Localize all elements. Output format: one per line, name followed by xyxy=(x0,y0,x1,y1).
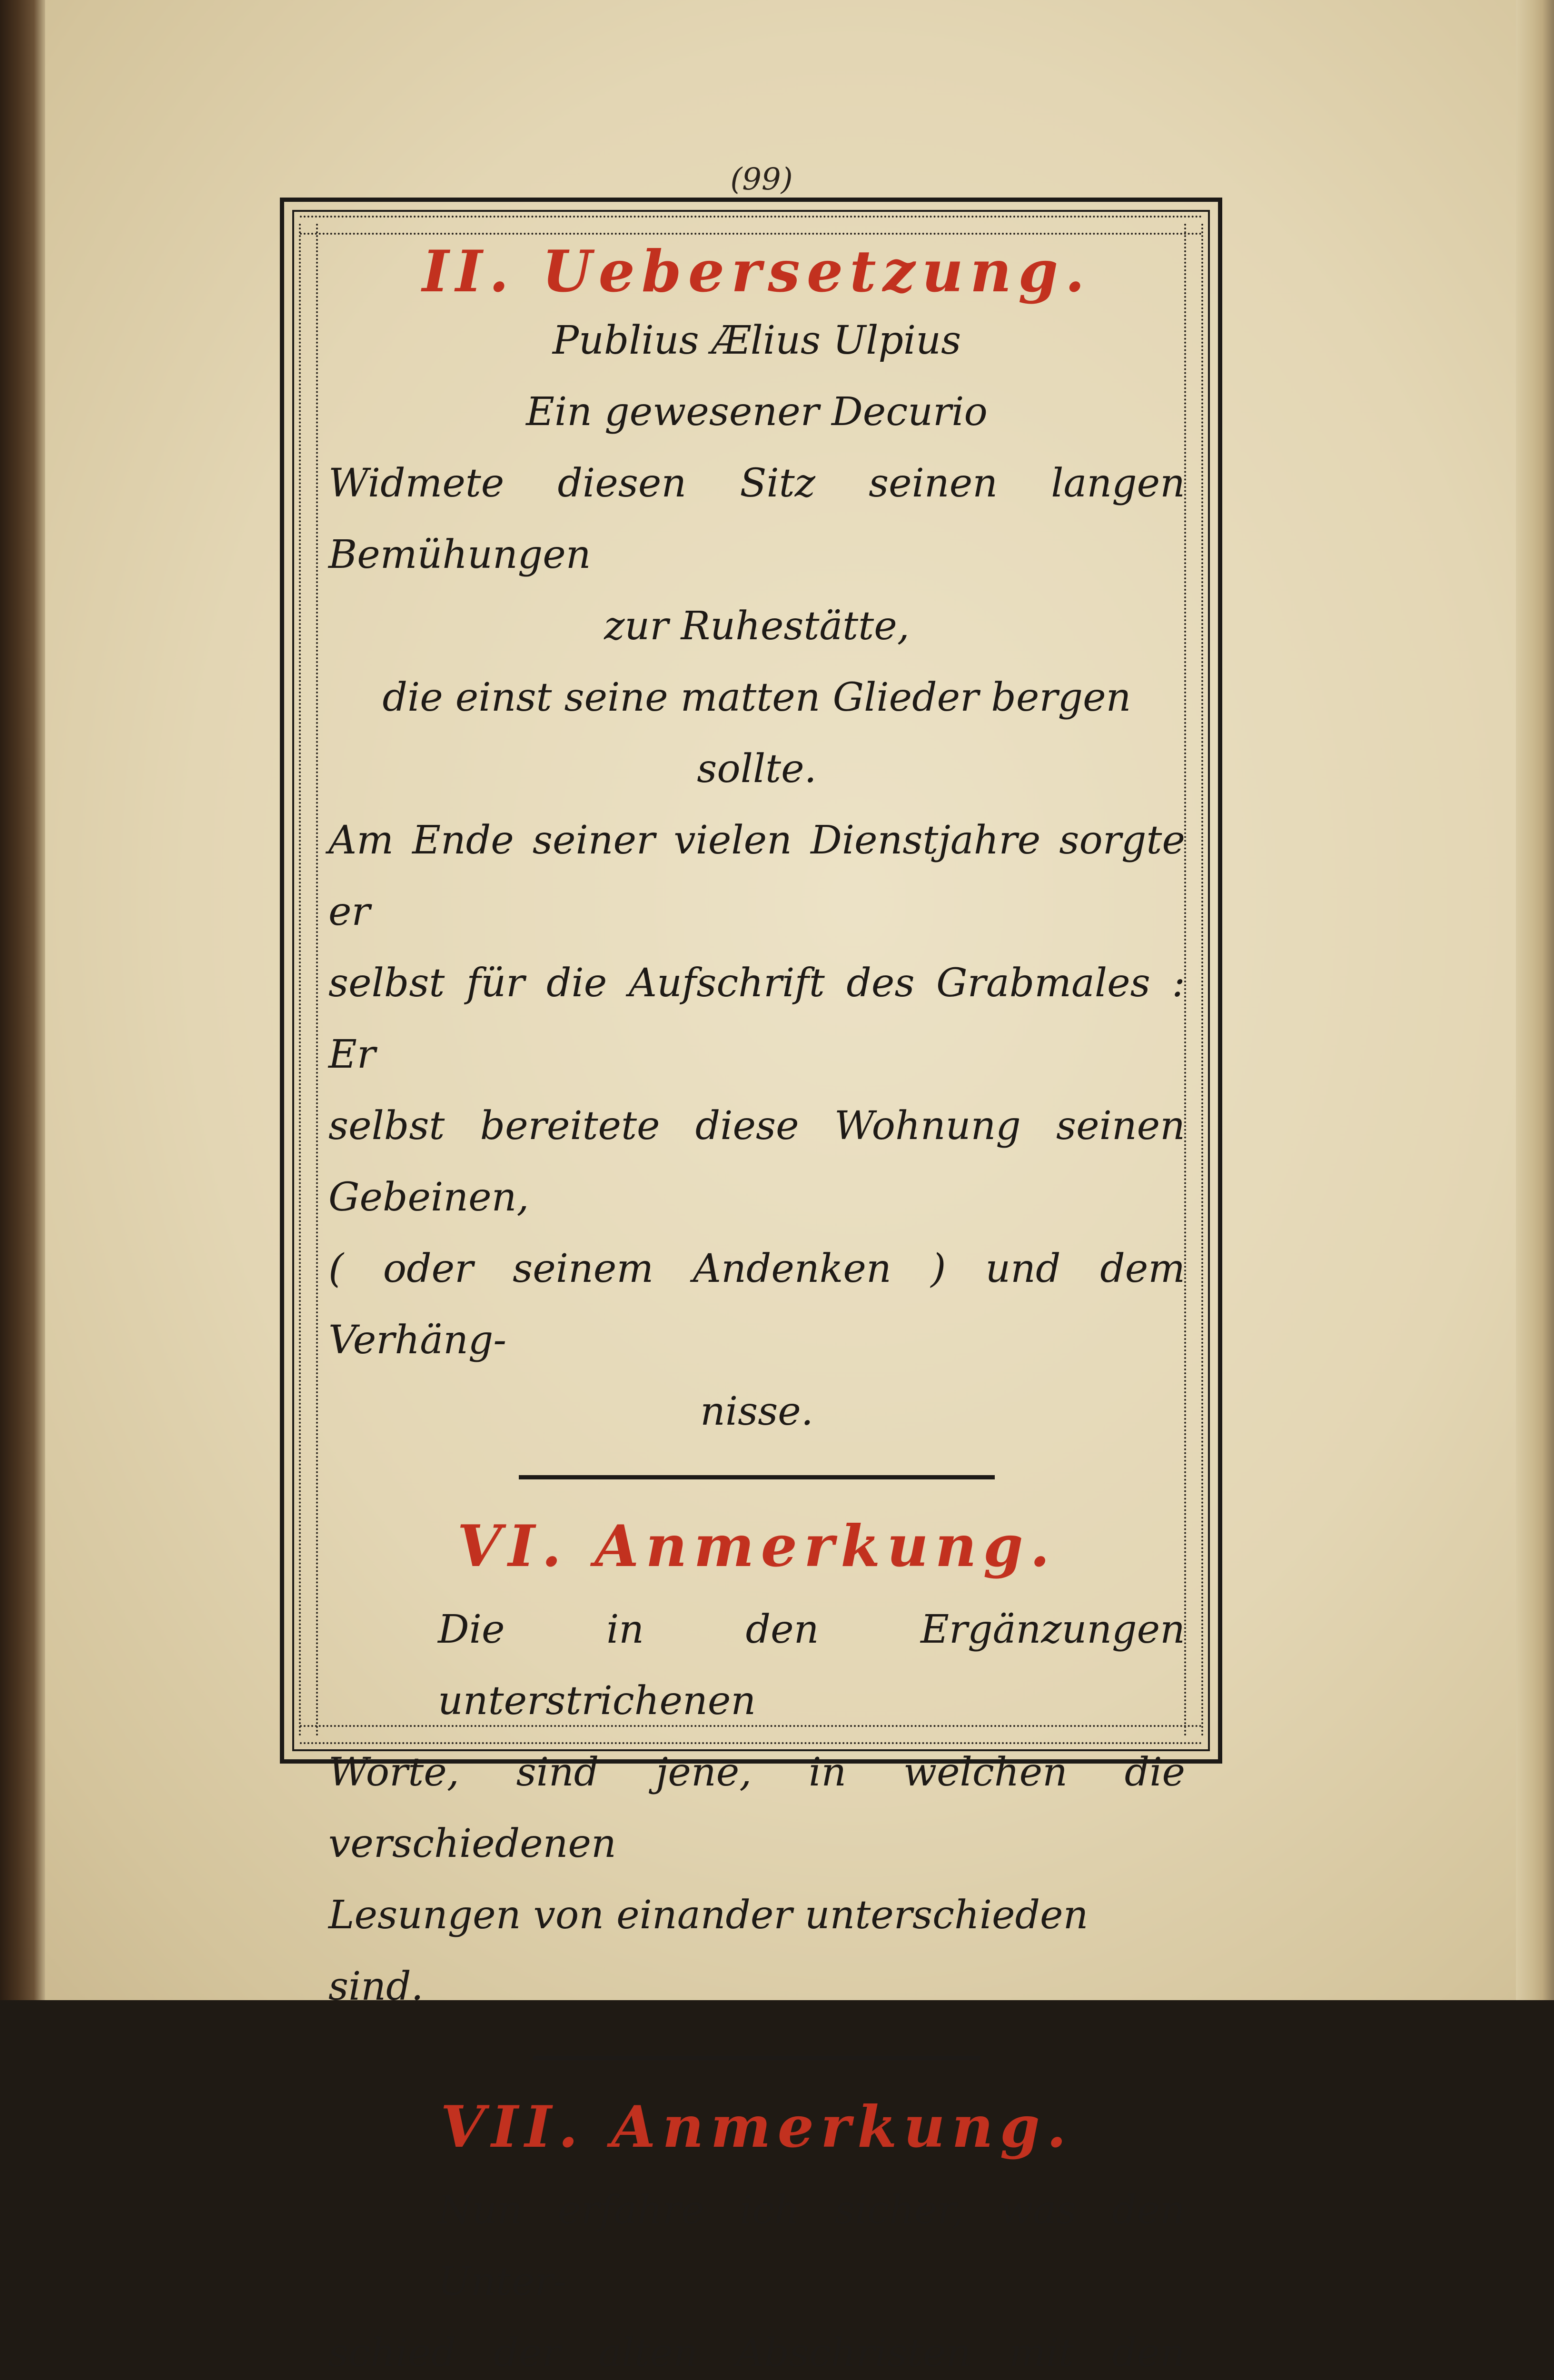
text-line: selbst für die Aufschrift des Grabmales : Er xyxy=(328,961,1185,1077)
ornament-border-top xyxy=(300,216,1202,235)
text-line: nisse. xyxy=(700,1389,813,1434)
section-divider xyxy=(519,1475,995,1479)
text-line: Publius Ælius Ulpius xyxy=(552,318,961,363)
section-heading-anmerkung-vi: VI. Anmerkung. xyxy=(457,1513,1057,1580)
section-divider xyxy=(533,2056,980,2060)
page-content xyxy=(328,233,1185,2376)
text-line: selbst bereitete diese Wohnung seinen Gebeinen, xyxy=(328,1103,1185,1220)
ornament-border-right xyxy=(1184,224,1203,1737)
text-line: Lesungen von einander unterschieden sind. xyxy=(328,1893,1089,2009)
text-line: Am Ende seiner vielen Dienstjahre sorgte er xyxy=(328,818,1185,934)
page-number: (99) xyxy=(730,162,793,197)
book-binding xyxy=(0,0,45,2000)
text-line: die einst seine matten Glieder bergen sollte. xyxy=(382,675,1131,792)
text-line: Widmete diesen Sitz seinen langen Bemühungen xyxy=(328,461,1185,577)
text-line: Nun erfahre ich sicher, was den Unter- xyxy=(438,2188,1185,2304)
section-heading-anmerkung-vii: VII. Anmerkung. xyxy=(440,2093,1073,2161)
text-line: ( oder seinem Andenken ) und dem Verhäng- xyxy=(328,1246,1185,1363)
text-line: zur Ruhestätte, xyxy=(604,604,910,649)
ornament-border-left xyxy=(299,224,318,1737)
text-line: schied der alten Abschristen mit den xyxy=(328,2330,1185,2376)
text-line: Worte, sind jene, in welchen die verschiedenen xyxy=(328,1750,1185,1866)
section-heading-uebersetzung: II. Uebersetzung. xyxy=(422,238,1091,305)
text-line: Die in den Ergänzungen unterstrichenen xyxy=(438,1607,1185,1724)
page-edge xyxy=(1516,0,1554,2000)
text-line: Ein gewesener Decurio xyxy=(526,389,988,435)
